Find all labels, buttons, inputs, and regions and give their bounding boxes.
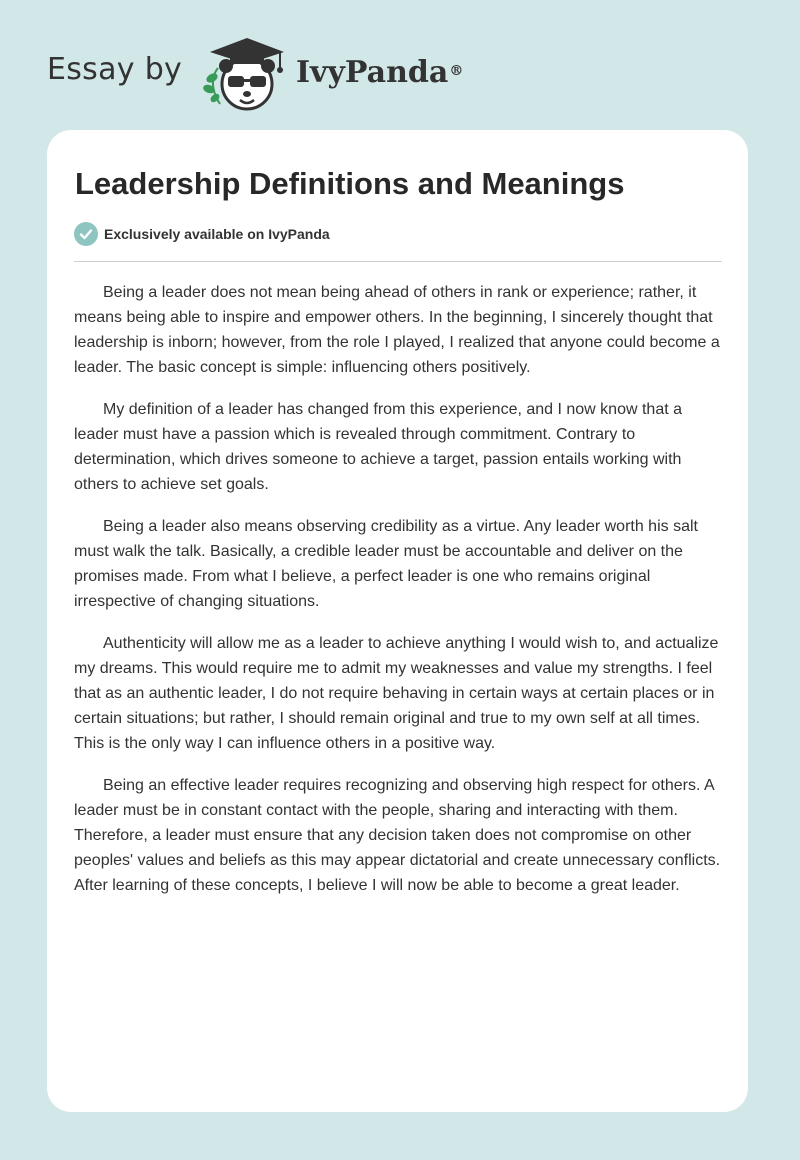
essay-paragraph: Authenticity will allow me as a leader to achieve anything I would wish to, and actualize my dreams. This would require me to admit my weaknesses and value my strengths. I feel that as an authentic leader, I do not require behaving in certain ways at certain places or in certain situations; but rather, I should remain original and true to my own self at all times. This is the only way I can influence others in a positive way.	[74, 635, 719, 752]
check-circle-icon	[74, 222, 98, 246]
essay-paragraph: My definition of a leader has changed from this experience, and I now know that a leader must have a passion which is revealed through commitment. Contrary to determination, which drives someone to achieve a target, passion entails working with others to achieve set goals.	[74, 401, 683, 493]
essay-paragraph: Being a leader does not mean being ahead of others in rank or experience; rather, it means being able to inspire and empower others. In the beginning, I sincerely thought that leadership is inborn; however, from the role I played, I realized that anyone could become a leader. The basic concept is simple: influencing others positively.	[74, 284, 720, 376]
exclusive-badge	[74, 221, 330, 247]
title-divider	[74, 261, 722, 262]
brand-text: IvyPanda	[296, 55, 449, 90]
essay-card	[47, 130, 748, 1112]
essay-paragraph: Being a leader also means observing credibility as a virtue. Any leader worth his salt must walk the talk. Basically, a credible leader must be accountable and deliver on the promises made. From what I believe, a perfect leader is one who remains original irrespective of changing situations.	[74, 518, 698, 610]
essay-title: Leadership Definitions and Meanings	[75, 166, 625, 201]
site-header	[0, 0, 800, 130]
panda-logo-icon[interactable]	[200, 34, 292, 112]
registered-mark: ®	[449, 63, 464, 79]
essay-paragraph: Being an effective leader requires recognizing and observing high respect for others. A leader must be in constant contact with the people, sharing and interacting with them. Therefore, a leader must ensure that any decision taken does not compromise on other peoples' values and beliefs as this may appear dictatorial and create unnecessary conflicts. After learning of these concepts, I believe I will now be able to become a great leader.	[74, 777, 721, 894]
essay-by-label: Essay by	[47, 52, 183, 87]
essay-body	[74, 280, 724, 915]
exclusive-badge-label: Exclusively available on IvyPanda	[104, 226, 330, 242]
brand-name[interactable]	[296, 53, 463, 93]
